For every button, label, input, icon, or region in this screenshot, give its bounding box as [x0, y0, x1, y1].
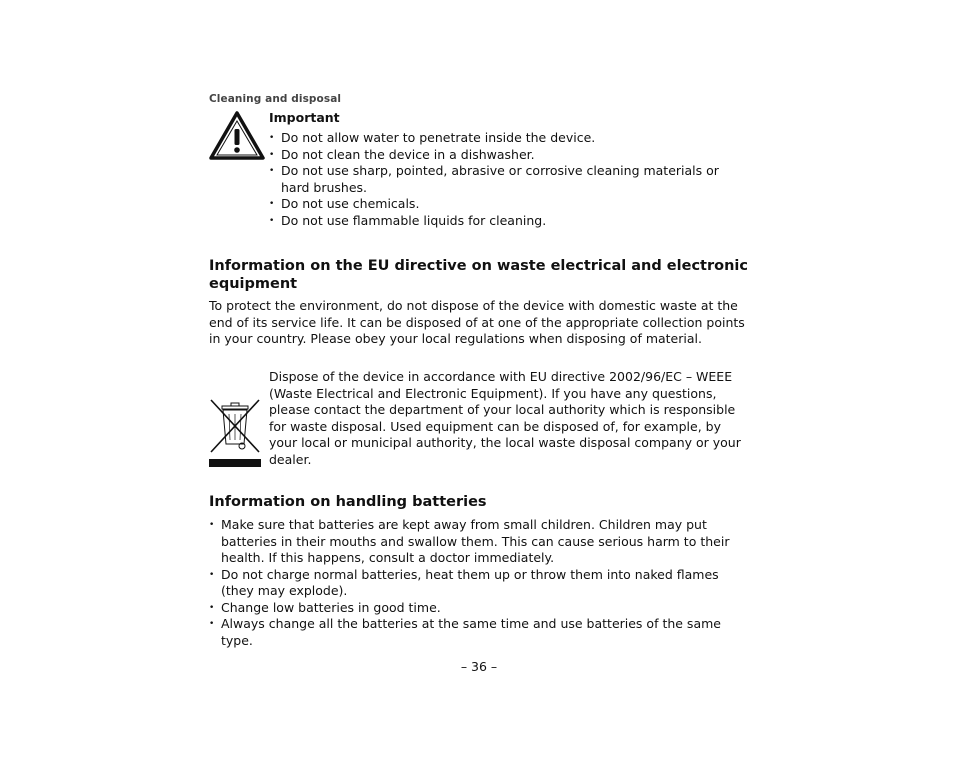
list-item: • Change low batteries in good time. [209, 600, 749, 617]
list-item: • Do not use sharp, pointed, abrasive or corrosive cleaning materials or hard brushes. [269, 163, 749, 196]
list-item: • Do not use flammable liquids for cleaning. [269, 213, 749, 230]
batteries-heading: Information on handling batteries [209, 494, 487, 510]
list-item: • Do not charge normal batteries, heat them up or throw them into naked flames (they may explode). [209, 567, 749, 600]
important-title: Important [269, 110, 340, 125]
important-list [269, 130, 749, 229]
crossed-out-wheelie-bin-icon [209, 398, 261, 468]
eu-directive-heading: Information on the EU directive on waste electrical and electronic equipment [209, 258, 748, 292]
batteries-list [209, 517, 749, 649]
list-item: • Do not allow water to penetrate inside the device. [269, 130, 749, 147]
eu-directive-intro: To protect the environment, do not dispose of the device with domestic waste at the end of its service life. It can be disposed of at one of the appropriate collection points in your country. Please obey your local regulations when disposing of material. [209, 298, 745, 346]
weee-disposal-text: Dispose of the device in accordance with EU directive 2002/96/EC – WEEE (Waste Electrical and Electronic Equipment). If you have any questions, please contact the department of your local authority which is responsible for waste disposal. Used equipment can be disposed of, for example, by your local or municipal authority, the local waste disposal company or your dealer. [269, 369, 741, 467]
important-notice [269, 110, 749, 229]
page-number: – 36 – [460, 659, 498, 674]
list-item: • Always change all the batteries at the same time and use batteries of the same type. [209, 616, 749, 649]
list-item: • Do not use chemicals. [269, 196, 749, 213]
warning-triangle-icon [209, 111, 265, 161]
running-header: Cleaning and disposal [209, 93, 342, 105]
list-item: • Make sure that batteries are kept away from small children. Children may put batteries in their mouths and swallow them. This can cause serious harm to their health. If this happens, consult a doctor immediately. [209, 517, 749, 567]
list-item: • Do not clean the device in a dishwasher. [269, 147, 749, 164]
